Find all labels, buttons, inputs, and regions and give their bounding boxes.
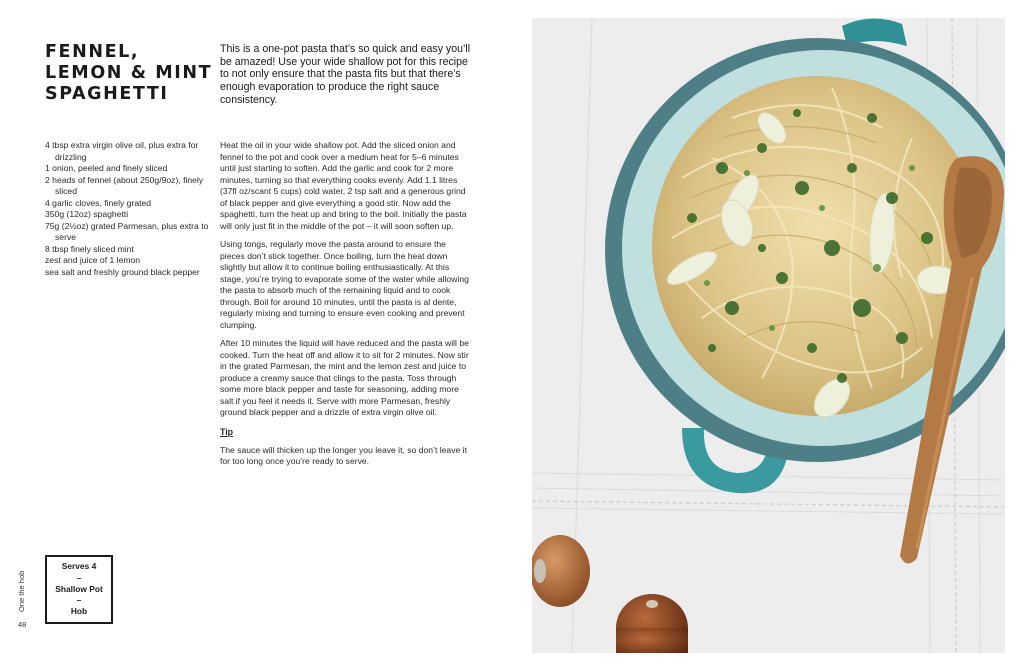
ingredient-item: 2 heads of fennel (about 250g/9oz), finely sliced: [45, 174, 204, 196]
ingredient-item: sea salt and freshly ground black pepper: [45, 266, 200, 277]
ingredient-item: 4 garlic cloves, finely grated: [45, 197, 152, 208]
separator: –: [76, 572, 82, 583]
serves-label: Serves 4: [61, 561, 97, 572]
method-step-3: After 10 minutes the liquid will have reduced and the pasta will be cooked. Turn the heat off and allow it to sit for 2 minutes. Now stir in the grated Parmesan, the mint and the lemon zest and juice to produce a creamy sauce that clings to the pasta. Toss through some more black pepper and taste for seasoning, adding more salt if you feel it needs it. Serve with more Parmesan, freshly ground black pepper and a drizzle of extra virgin olive oil.: [220, 338, 469, 417]
equipment-label: Shallow Pot: [55, 583, 103, 594]
pepper-mill-left: [532, 535, 590, 607]
recipe-intro: This is a one-pot pasta that’s so quick and easy you’ll be amazed! Use your wide shallow pot for this recipe to not only ensure that the pasta fits but that there’s enough evaporation to produce the right sauce consistency.: [220, 43, 471, 106]
pasta: [652, 76, 982, 416]
title-line-3: SPAGHETTI: [45, 84, 169, 104]
title-line-1: FENNEL,: [45, 42, 140, 62]
separator: –: [76, 595, 82, 606]
serves-info-box: [45, 555, 113, 624]
method-step-1: Heat the oil in your wide shallow pot. Add the sliced onion and fennel to the pot and cook over a medium heat for 5–6 minutes until just starting to soften. Add the garlic and cook for 2 more minutes, turning so that everything cooks evenly. Add 1.1 litres (37fl oz/scant 5 cups) cold water, 2 tsp salt and a generous grind of black pepper and give everything a good stir. Now add the spaghetti, turn the heat up and bring to the boil. Initially the pasta will only just fit in the middle of the pot – it will soon soften up.: [220, 140, 467, 231]
recipe-title: [45, 42, 215, 105]
cooking-method-label: Hob: [70, 606, 88, 617]
tip-text: The sauce will thicken up the longer you leave it, so don’t leave it for too long once you’re ready to serve.: [220, 444, 467, 466]
title-line-2: LEMON & MINT: [45, 63, 213, 83]
ingredient-item: 8 tbsp finely sliced mint: [45, 243, 134, 254]
ingredient-item: 1 onion, peeled and finely sliced: [45, 163, 168, 173]
method-step-2: Using tongs, regularly move the pasta around to ensure the pieces don’t stick together. Once boiling, turn the heat down slightly but allow it to continue boiling enthusiastically. At this stage, you’re trying to evaporate some of the water while allowing the pasta to absorb much of the remaining liquid and to cook through. Boil for around 10 minutes, until the pasta is al dente, regularly mixing and turning to ensure even cooking and prevent clumping.: [220, 239, 469, 330]
page-number: 48: [18, 620, 27, 629]
section-label: One the hob: [17, 570, 26, 612]
tip-heading: Tip: [220, 426, 234, 437]
ingredient-item: 4 tbsp extra virgin olive oil, plus extra for drizzling: [45, 140, 199, 162]
method-section: [220, 140, 470, 475]
ingredient-item: 350g (12oz) spaghetti: [45, 209, 129, 219]
ingredients-list: [45, 140, 210, 278]
ingredient-item: 75g (2½oz) grated Parmesan, plus extra to serve: [45, 220, 209, 242]
recipe-photo: [532, 18, 1005, 653]
ingredient-item: zest and juice of 1 lemon: [45, 255, 141, 265]
